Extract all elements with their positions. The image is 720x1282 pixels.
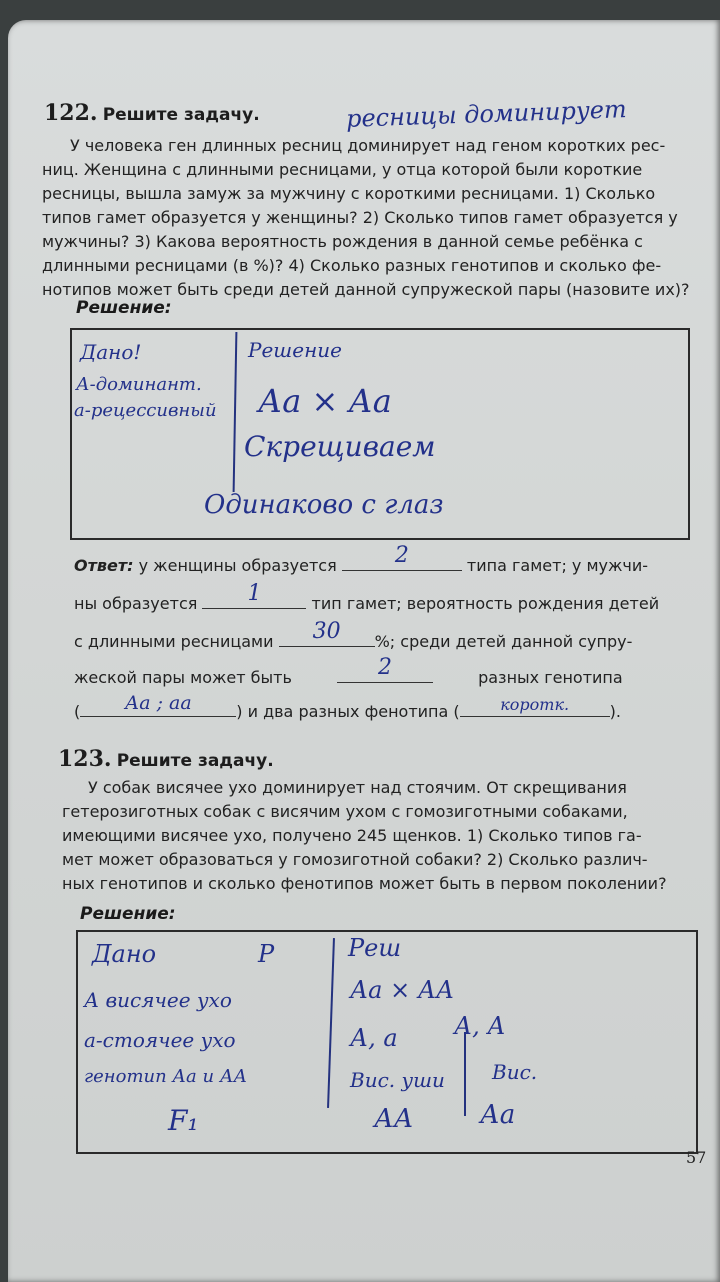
answer-label: Ответ: [74, 556, 134, 575]
page-number: 57 [686, 1148, 707, 1167]
hand-a1: А висячее ухо [84, 988, 232, 1012]
text-line: ресницы, вышла замуж за мужчину с короткими ресницами. 1) Сколько [42, 184, 656, 203]
answer-blank-4 [337, 655, 433, 683]
hand-gametes-1: А, а [350, 1024, 398, 1052]
task-123-header [58, 746, 274, 772]
answer-line-3 [74, 619, 633, 651]
text-line: ных генотипов и сколько фенотипов может быть в первом поколении? [62, 874, 667, 893]
hand-phenotype-1: Вис. уши [350, 1068, 445, 1092]
answer-text: ны образуется [74, 594, 198, 613]
handwritten-divider [327, 938, 335, 1108]
hand-gametes-2: А, А [454, 1012, 506, 1040]
hand-answer: 2 [378, 655, 392, 680]
text-line: гетерозиготных собак с висячим ухом с гомозиготными собаками, [62, 802, 628, 821]
answer-text: разных генотипа [478, 668, 623, 687]
hand-line3: Скрещиваем [244, 430, 436, 463]
hand-answer: 2 [394, 543, 409, 568]
handwritten-divider [233, 332, 238, 492]
hand-phenotype-2: Вис. [492, 1060, 538, 1084]
task-number: 122. [44, 100, 98, 126]
text-line: длинными ресницами (в %)? 4) Сколько разных генотипов и сколько фе- [42, 256, 662, 275]
hand-cross: Аа × Аа [258, 382, 392, 420]
task-122-header [44, 100, 260, 126]
hand-dano: Дано! [80, 340, 142, 364]
answer-line-4 [74, 655, 694, 687]
task-number: 123. [58, 746, 112, 772]
solution-box-122 [70, 328, 690, 540]
hand-answer: коротк. [500, 695, 570, 714]
answer-blank-1 [342, 543, 462, 571]
answer-blank-6 [460, 695, 610, 717]
hand-a3: генотип Аа и АА [84, 1066, 248, 1087]
answer-line-1 [74, 543, 649, 575]
hand-reshenie: Решение [248, 338, 342, 362]
answer-blank-3 [279, 619, 375, 647]
hand-dano: Дано [92, 940, 157, 968]
text-line: ниц. Женщина с длинными ресницами, у отца которой были короткие [42, 160, 643, 179]
answer-blank-2 [202, 581, 306, 609]
hand-a2: а-стоячее ухо [84, 1028, 236, 1052]
hand-genotype-1: АА [374, 1104, 414, 1134]
hand-line4: Одинаково с глаз [204, 490, 444, 520]
text-line: мужчины? 3) Какова вероятность рождения в данной семье ребёнка с [42, 232, 643, 251]
task-123-text [62, 776, 696, 896]
hand-resh: Реш [348, 934, 402, 962]
hand-genotype-2: Аа [480, 1100, 516, 1130]
hand-recessive: а-рецессивный [74, 400, 217, 421]
hand-f1: F₁ [168, 1104, 199, 1137]
text-line: мет может образоваться у гомозиготной собаки? 2) Сколько различ- [62, 850, 648, 869]
solution-label: Решение: [76, 298, 172, 318]
hand-p: P [258, 940, 275, 968]
answer-text: у женщины образуется [138, 556, 337, 575]
text-line: имеющими висячее ухо, получено 245 щенков. 1) Сколько типов га- [62, 826, 642, 845]
answer-text: жеской пары может быть [74, 668, 292, 687]
text-line: У собак висячее ухо доминирует над стоячим. От скрещивания [88, 778, 627, 797]
answer-text: с длинными ресницами [74, 632, 274, 651]
handwritten-divider [464, 1032, 466, 1116]
hand-cross: Аа × АА [350, 976, 455, 1004]
answer-text: типа гамет; у мужчи- [466, 556, 649, 575]
task-122-text [42, 134, 690, 302]
hand-dominant: А-доминант. [76, 374, 202, 395]
handwritten-note: ресницы доминирует [345, 95, 628, 133]
task-title: Решите задачу. [102, 105, 260, 125]
answer-text: тип гамет; вероятность рождения детей [311, 594, 660, 613]
hand-answer: 1 [247, 581, 262, 606]
solution-label: Решение: [80, 904, 176, 924]
solution-box-123 [76, 930, 698, 1154]
text-line: типов гамет образуется у женщины? 2) Сколько типов гамет образуется у [42, 208, 678, 227]
task-title: Решите задачу. [116, 751, 274, 771]
text-line: нотипов может быть среди детей данной супружеской пары (назовите их)? [42, 280, 690, 299]
answer-text: %; среди детей данной супру- [374, 632, 633, 651]
answer-line-5 [74, 692, 621, 721]
answer-text: ( [74, 702, 81, 721]
answer-text: ) и два разных фенотипа ( [236, 702, 460, 721]
text-line: У человека ген длинных ресниц доминирует над геном коротких рес- [70, 136, 666, 155]
answer-text: ). [609, 702, 621, 721]
hand-answer: Аа ; аа [124, 692, 192, 714]
hand-answer: 30 [312, 619, 341, 644]
answer-line-2 [74, 581, 660, 613]
answer-blank-5 [80, 692, 236, 717]
